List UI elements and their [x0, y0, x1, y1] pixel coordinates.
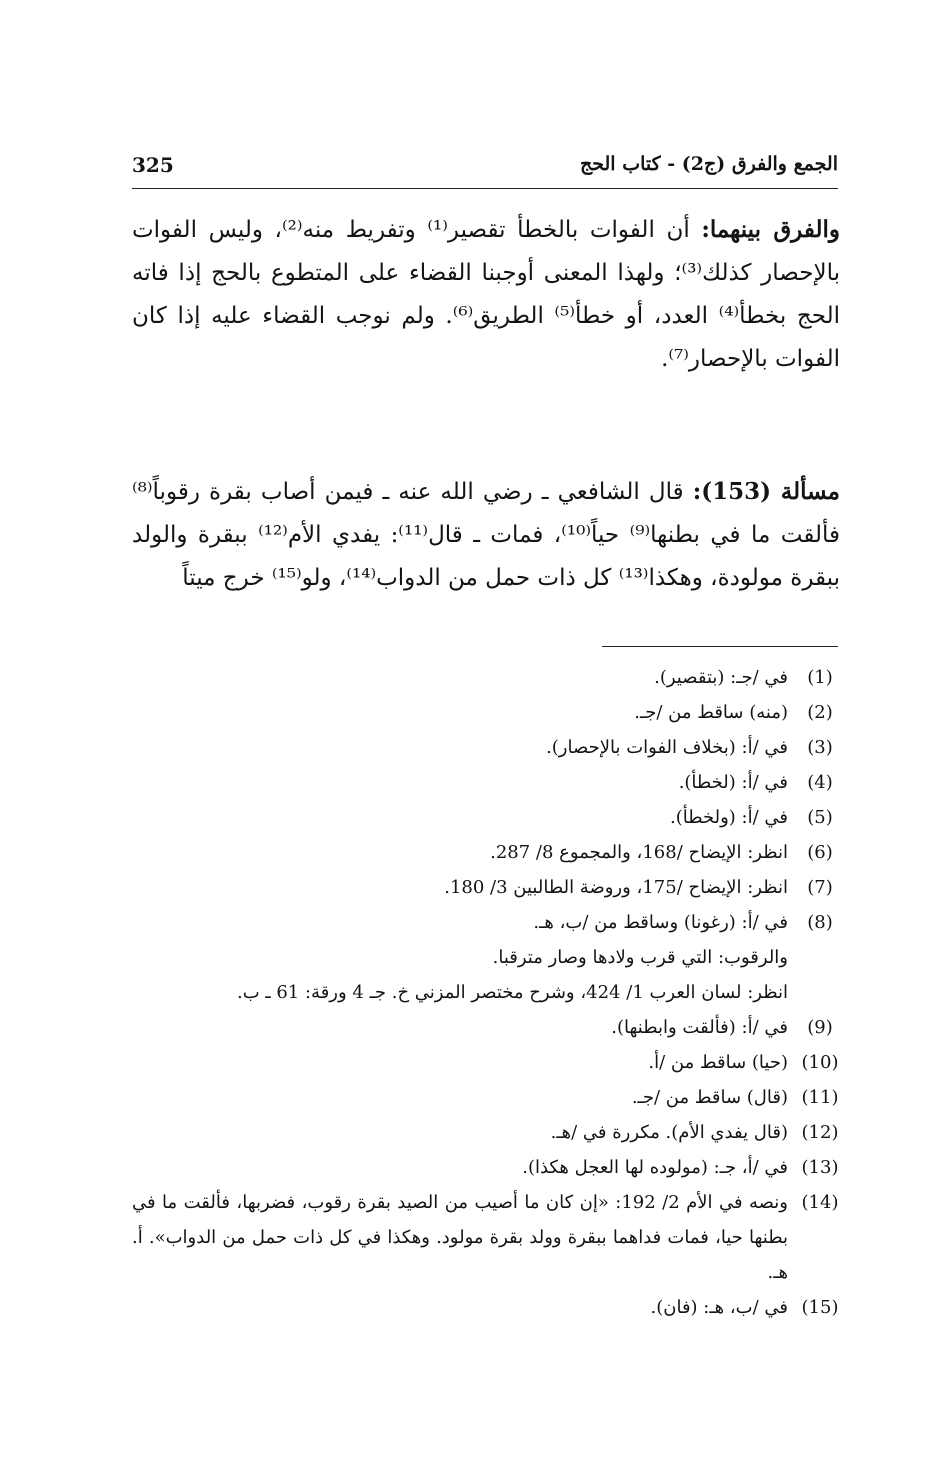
- footnote-continuation: والرقوب: التي قرب ولادها وصار مترقبا.: [492, 947, 788, 968]
- issue-heading: مسألة (153):: [692, 478, 840, 505]
- footnote: [132, 660, 840, 695]
- footnote-text: (حيا) ساقط من /أ.: [648, 1052, 788, 1073]
- footnote: [132, 1080, 840, 1115]
- footnote-text: في /أ: (لخطأ).: [678, 772, 788, 793]
- paragraph-difference: [132, 208, 840, 381]
- footnote: [132, 905, 840, 940]
- footnote-text: (قال) ساقط من /جـ.: [631, 1087, 788, 1108]
- paragraph-text: قال الشافعي ـ رضي الله عنه ـ فيمن أصاب بقرة رقوباً⁽⁸⁾ فألقت ما في بطنها⁽⁹⁾ حياً⁽¹⁰⁾، فمات ـ قال⁽¹¹⁾: يفدي الأم⁽¹²⁾ ببقرة والولد ببقرة مولودة، وهكذا⁽¹³⁾ كل ذات حمل من الدواب⁽¹⁴⁾، ولو⁽¹⁵⁾ خرج ميتاً: [132, 479, 840, 591]
- footnote-number: (14): [801, 1192, 839, 1213]
- footnote-number: (5): [807, 807, 833, 828]
- footnote-text: انظر: الإيضاح /175، وروضة الطالبين 3/ 180.: [444, 877, 788, 898]
- page-number: 325: [132, 153, 174, 177]
- footnote-number: (10): [801, 1052, 839, 1073]
- paragraph-lead: والفرق بينهما:: [701, 216, 841, 243]
- footnote: [132, 1185, 840, 1290]
- footnote: [132, 1010, 840, 1045]
- footnote-text: في /جـ: (بتقصير).: [654, 667, 788, 688]
- footnote-text: (منه) ساقط من /جـ.: [634, 702, 788, 723]
- footnote-text: في /أ: (ولخطأ).: [670, 807, 788, 828]
- footnote-number: (6): [807, 842, 833, 863]
- running-title: الجمع والفرق (ج2) - كتاب الحج: [579, 153, 838, 175]
- footnote-number: (9): [807, 1017, 833, 1038]
- footnote: [132, 1150, 840, 1185]
- footnote-text: في /ب، هـ: (فان).: [650, 1297, 788, 1318]
- footnote: [132, 695, 840, 730]
- footnote-text: في /أ: (بخلاف الفوات بالإحصار).: [546, 737, 788, 758]
- page-header: [132, 153, 838, 193]
- footnote-number: (13): [801, 1157, 839, 1178]
- footnote-text: في /أ، جـ: (مولوده لها العجل هكذا).: [522, 1157, 788, 1178]
- footnote-number: (7): [807, 877, 833, 898]
- footnote: [132, 1045, 840, 1080]
- footnote-text: ونصه في الأم 2/ 192: «إن كان ما أصيب من الصيد بقرة رقوب، فضربها، فألقت ما في بطنها حيا، فمات فداهما ببقرة وولد بقرة مولود. وهكذا في كل ذات حمل من الدواب». أ. هـ.: [132, 1192, 788, 1283]
- header-divider: [132, 188, 838, 189]
- footnote-number: (15): [801, 1297, 839, 1318]
- footnote-text: في /أ: (رغونا) وساقط من /ب، هـ.: [533, 912, 788, 933]
- footnote-number: (12): [801, 1122, 839, 1143]
- footnote: [132, 1115, 840, 1150]
- footnote: [132, 835, 840, 870]
- paragraph-text: أن الفوات بالخطأ تقصير⁽¹⁾ وتفريط منه⁽²⁾، وليس الفوات بالإحصار كذلك⁽³⁾؛ ولهذا المعنى أوجبنا القضاء على المتطوع بالحج إذا فاته الحج بخطأ⁽⁴⁾ العدد، أو خطأ⁽⁵⁾ الطريق⁽⁶⁾. ولم نوجب القضاء عليه إذا كان الفوات بالإحصار⁽⁷⁾.: [132, 217, 840, 372]
- footnote-number: (8): [807, 912, 833, 933]
- footnotes: [132, 660, 840, 1325]
- footnote-text: انظر: الإيضاح /168، والمجموع 8/ 287.: [490, 842, 788, 863]
- footnote: [132, 730, 840, 765]
- footnote-number: (2): [807, 702, 833, 723]
- footnote-number: (3): [807, 737, 833, 758]
- footnote-number: (4): [807, 772, 833, 793]
- footnote: [132, 1290, 840, 1325]
- paragraph-issue-153: [132, 470, 840, 600]
- footnote-number: (11): [801, 1087, 839, 1108]
- footnote-text: (قال يفدي الأم). مكررة في /هـ.: [550, 1122, 788, 1143]
- footnote-number: (1): [807, 667, 833, 688]
- footnote-text: في /أ: (فألقت وابطنها).: [611, 1017, 788, 1038]
- footnote: [132, 800, 840, 835]
- footnote: [132, 765, 840, 800]
- footnote-continuation: انظر: لسان العرب 1/ 424، وشرح مختصر المزني خ. جـ 4 ورقة: 61 ـ ب.: [236, 982, 788, 1003]
- footnote-divider: [602, 646, 838, 647]
- footnote: [132, 870, 840, 905]
